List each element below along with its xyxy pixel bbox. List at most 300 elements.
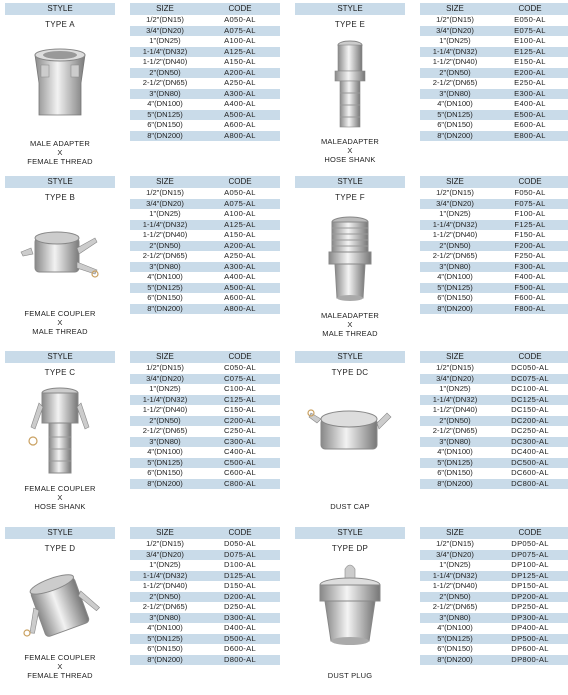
table-row [420,57,568,68]
code-cell: A075-AL [224,25,256,35]
table-row [130,57,280,68]
size-cell: 1-1/2"(DN40) [432,57,478,66]
size-cell: 1"(DN25) [149,560,181,569]
table-row [420,479,568,490]
code-cell: D125-AL [223,570,257,580]
code-cell: A075-AL [224,198,256,208]
description-line: DUST PLUG [327,671,373,680]
product-block [5,176,285,344]
code-cell: F250-AL [514,251,546,260]
table-row [130,188,280,199]
size-cell: 1-1/2"(DN40) [432,405,478,414]
size-cell: 3"(DN80) [439,88,471,98]
product-block [295,351,568,519]
code-cell: DC200-AL [511,415,549,425]
description-line: MALE THREAD [32,327,88,336]
size-cell: 3/4"(DN20) [436,198,474,208]
table-row [420,89,568,100]
table-body [420,188,568,314]
size-cell: 8"(DN200) [147,130,183,140]
code-cell: DC250-AL [511,426,549,435]
code-cell: C600-AL [223,468,257,477]
size-cell: 5"(DN125) [147,109,183,119]
size-cell: 2"(DN50) [149,240,181,250]
table-header [420,176,568,188]
style-column [295,176,405,344]
table-body [130,188,280,314]
table-header [420,527,568,539]
code-cell: C250-AL [223,426,257,435]
size-cell: 2"(DN50) [439,591,471,601]
size-cell: 3"(DN80) [149,261,181,271]
code-cell: F400-AL [514,272,546,281]
code-cell: A600-AL [224,120,256,129]
size-cell: 1/2"(DN15) [436,188,474,197]
table-row [420,644,568,655]
code-cell: A300-AL [224,88,256,98]
size-cell: 1/2"(DN15) [436,15,474,24]
table-header [130,3,280,15]
product-block [5,3,285,171]
size-cell: 2"(DN50) [149,415,181,425]
table-body [130,15,280,141]
size-cell: 1-1/4"(DN32) [432,570,478,580]
table-row [130,272,280,283]
table-row [420,655,568,666]
size-cell: 5"(DN125) [147,282,183,292]
table-row [420,623,568,634]
code-cell: D300-AL [223,612,257,622]
table-row [420,374,568,385]
table-row [130,262,280,273]
table-row [130,458,280,469]
table-row [130,602,280,613]
threaded-adapter-icon [307,208,393,304]
code-header: CODE [228,352,252,361]
size-cell: 6"(DN150) [147,120,183,129]
code-cell: C400-AL [223,447,257,456]
size-cell: 4"(DN100) [147,99,183,108]
size-cell: 5"(DN125) [437,282,473,292]
table-row [420,293,568,304]
size-cell: 1"(DN25) [439,560,471,569]
size-cell: 6"(DN150) [437,644,473,653]
size-cell: 3"(DN80) [149,436,181,446]
code-cell: D400-AL [223,623,257,632]
code-cell: A125-AL [224,46,256,56]
code-cell: A050-AL [224,188,256,197]
size-cell: 2"(DN50) [439,415,471,425]
table-row [420,220,568,231]
table-row [130,36,280,47]
size-cell: 8"(DN200) [147,303,183,313]
size-cell: 4"(DN100) [437,447,473,456]
table-row [420,230,568,241]
code-cell: DC050-AL [511,363,549,372]
size-cell: 1/2"(DN15) [436,539,474,548]
code-header: CODE [518,352,542,361]
product-description [295,502,405,511]
table-row [420,395,568,406]
size-cell: 2-1/2"(DN65) [142,251,188,260]
description-line: DUST CAP [330,502,370,511]
table-row [420,426,568,437]
type-label: TYPE B [44,193,76,202]
code-cell: E600-AL [514,120,546,129]
code-cell: D250-AL [223,602,257,611]
table-row [130,539,280,550]
size-cell: 6"(DN150) [437,468,473,477]
table-row [420,581,568,592]
size-cell: 1-1/2"(DN40) [142,230,188,239]
size-cell: 5"(DN125) [147,633,183,643]
code-cell: DP150-AL [511,581,549,590]
code-cell: D050-AL [223,539,257,548]
description-line: FEMALE COUPLER [24,309,96,318]
code-cell: DC600-AL [511,468,549,477]
code-cell: DP200-AL [511,591,549,601]
product-block [295,3,568,171]
table-row [130,304,280,315]
size-cell: 2"(DN50) [439,240,471,250]
table-row [130,655,280,666]
code-cell: D600-AL [223,644,257,653]
table-row [130,405,280,416]
size-header: SIZE [156,4,174,13]
size-cell: 3/4"(DN20) [146,25,184,35]
code-cell: DC800-AL [511,478,549,488]
size-cell: 2-1/2"(DN65) [142,602,188,611]
code-cell: F200-AL [514,240,546,250]
style-column [295,351,405,519]
code-cell: A150-AL [224,57,256,66]
table-row [420,592,568,603]
code-cell: E800-AL [514,130,546,140]
table-row [420,613,568,624]
code-cell: DP100-AL [511,560,549,569]
code-header: CODE [228,177,252,186]
code-cell: A125-AL [224,219,256,229]
size-cell: 1"(DN25) [439,36,471,45]
size-cell: 2-1/2"(DN65) [142,78,188,87]
size-cell: 1/2"(DN15) [146,15,184,24]
code-cell: A100-AL [224,36,256,45]
size-cell: 1/2"(DN15) [146,539,184,548]
size-cell: 1-1/4"(DN32) [432,46,478,56]
table-row [420,15,568,26]
table-header [130,351,280,363]
size-cell: 1-1/4"(DN32) [142,394,188,404]
code-cell: A250-AL [224,78,256,87]
table-row [130,395,280,406]
code-cell: A800-AL [224,130,256,140]
table-row [130,560,280,571]
code-cell: A800-AL [224,303,256,313]
style-header: STYLE [295,3,405,15]
code-cell: E250-AL [514,78,546,87]
size-cell: 6"(DN150) [147,293,183,302]
description-line: MALE THREAD [322,329,378,338]
code-cell: E500-AL [514,109,546,119]
size-cell: 1"(DN25) [149,384,181,393]
code-cell: A500-AL [224,109,256,119]
code-cell: D150-AL [223,581,257,590]
style-header: STYLE [5,3,115,15]
table-row [130,209,280,220]
code-cell: F100-AL [514,209,546,218]
size-cell: 1"(DN25) [439,384,471,393]
product-block [5,527,285,695]
style-header: STYLE [5,176,115,188]
table-row [130,468,280,479]
size-cell: 8"(DN200) [437,654,473,664]
product-description [295,671,405,680]
code-cell: DC075-AL [511,373,549,383]
table-row [130,230,280,241]
table-row [420,416,568,427]
size-cell: 2-1/2"(DN65) [432,426,478,435]
type-label: TYPE DC [331,368,369,377]
dust-plug-icon [307,559,393,655]
style-header: STYLE [5,351,115,363]
code-cell: DP600-AL [511,644,549,653]
table-row [420,560,568,571]
size-cell: 4"(DN100) [147,447,183,456]
size-cell: 3"(DN80) [439,612,471,622]
code-cell: E075-AL [514,25,546,35]
size-cell: 6"(DN150) [147,468,183,477]
table-row [130,437,280,448]
table-row [420,241,568,252]
size-cell: 3"(DN80) [439,436,471,446]
code-cell: C050-AL [223,363,257,372]
description-line: FEMALE THREAD [27,671,93,680]
table-body [420,15,568,141]
code-cell: DP300-AL [511,612,549,622]
size-cell: 5"(DN125) [437,109,473,119]
code-cell: C200-AL [223,415,257,425]
table-row [420,283,568,294]
size-cell: 4"(DN100) [437,272,473,281]
code-cell: DP500-AL [511,633,549,643]
code-cell: C800-AL [223,478,257,488]
table-row [130,634,280,645]
style-column [295,3,405,171]
table-row [420,468,568,479]
code-cell: DP250-AL [511,602,549,611]
code-cell: DP400-AL [511,623,549,632]
table-row [130,47,280,58]
table-row [130,15,280,26]
code-cell: A600-AL [224,293,256,302]
code-cell: C125-AL [223,394,257,404]
size-cell: 1-1/4"(DN32) [142,219,188,229]
size-cell: 4"(DN100) [437,99,473,108]
code-cell: F300-AL [514,261,546,271]
table-row [420,47,568,58]
table-row [130,447,280,458]
table-row [420,99,568,110]
code-cell: F075-AL [514,198,546,208]
table-row [420,634,568,645]
code-header: CODE [518,4,542,13]
hose-shank-adapter-icon [307,35,393,131]
code-cell: F150-AL [514,230,546,239]
size-cell: 1/2"(DN15) [436,363,474,372]
code-cell: E200-AL [514,67,546,77]
table-header [420,351,568,363]
size-cell: 6"(DN150) [437,293,473,302]
table-row [130,110,280,121]
table-row [420,363,568,374]
code-cell: F500-AL [514,282,546,292]
table-row [130,293,280,304]
description-line: HOSE SHANK [324,155,376,164]
size-cell: 5"(DN125) [437,457,473,467]
size-code-table [420,3,568,141]
code-header: CODE [518,177,542,186]
table-row [420,68,568,79]
table-row [130,374,280,385]
table-row [420,36,568,47]
table-row [130,623,280,634]
size-header: SIZE [446,528,464,537]
product-block [295,176,568,344]
code-cell: A500-AL [224,282,256,292]
size-cell: 1/2"(DN15) [146,188,184,197]
size-code-table [130,527,280,665]
code-cell: DC500-AL [511,457,549,467]
code-cell: E050-AL [514,15,546,24]
code-cell: DP050-AL [511,539,549,548]
code-cell: DP800-AL [511,654,549,664]
type-label: TYPE A [45,20,75,29]
code-header: CODE [518,528,542,537]
product-block [295,527,568,695]
product-description [5,309,115,336]
code-cell: A150-AL [224,230,256,239]
code-cell: C500-AL [223,457,257,467]
table-row [130,26,280,37]
table-row [420,110,568,121]
type-label: TYPE C [44,368,76,377]
code-cell: C075-AL [223,373,257,383]
size-cell: 8"(DN200) [437,130,473,140]
size-cell: 1"(DN25) [149,36,181,45]
size-header: SIZE [446,4,464,13]
description-line: X [347,320,353,329]
table-row [130,644,280,655]
style-column [5,351,115,519]
table-row [130,99,280,110]
table-header [130,176,280,188]
table-row [130,571,280,582]
description-line: HOSE SHANK [34,502,86,511]
size-cell: 2"(DN50) [149,67,181,77]
size-cell: 2-1/2"(DN65) [142,426,188,435]
table-row [420,304,568,315]
table-body [420,363,568,489]
size-code-table [130,3,280,141]
table-row [420,405,568,416]
code-cell: A300-AL [224,261,256,271]
size-cell: 2-1/2"(DN65) [432,78,478,87]
table-header [130,527,280,539]
female-coupler-icon [17,208,103,304]
size-header: SIZE [446,177,464,186]
description-line: X [57,493,63,502]
code-cell: F800-AL [514,303,546,313]
code-cell: DC100-AL [511,384,549,393]
code-cell: DP075-AL [511,549,549,559]
table-row [420,120,568,131]
table-row [130,613,280,624]
size-cell: 1-1/2"(DN40) [432,581,478,590]
table-row [420,251,568,262]
size-cell: 2"(DN50) [439,67,471,77]
type-label: TYPE D [44,544,76,553]
table-row [130,384,280,395]
code-header: CODE [228,528,252,537]
code-cell: A400-AL [224,272,256,281]
product-description [5,139,115,166]
table-row [130,479,280,490]
code-cell: C100-AL [223,384,257,393]
product-description [295,311,405,338]
code-cell: E125-AL [514,46,546,56]
size-cell: 2-1/2"(DN65) [432,251,478,260]
description-line: MALEADAPTER [320,137,380,146]
table-row [420,209,568,220]
size-cell: 2-1/2"(DN65) [432,602,478,611]
description-line: FEMALE THREAD [27,157,93,166]
table-row [420,602,568,613]
table-row [130,426,280,437]
table-row [130,592,280,603]
size-cell: 5"(DN125) [147,457,183,467]
table-row [420,571,568,582]
code-cell: D500-AL [223,633,257,643]
type-label: TYPE E [334,20,366,29]
table-row [420,26,568,37]
size-cell: 3/4"(DN20) [146,373,184,383]
coupler-female-thread-icon [17,559,103,655]
size-header: SIZE [156,177,174,186]
table-row [420,188,568,199]
table-body [130,363,280,489]
code-cell: A100-AL [224,209,256,218]
table-row [130,363,280,374]
size-cell: 4"(DN100) [147,272,183,281]
table-row [420,437,568,448]
size-code-table [130,351,280,489]
code-cell: E400-AL [514,99,546,108]
size-cell: 8"(DN200) [147,478,183,488]
table-row [130,550,280,561]
male-adapter-icon [17,35,103,131]
code-cell: E100-AL [514,36,546,45]
size-cell: 6"(DN150) [147,644,183,653]
size-cell: 1-1/2"(DN40) [142,57,188,66]
dust-cap-icon [307,383,393,479]
product-description [5,484,115,511]
size-cell: 3/4"(DN20) [436,549,474,559]
code-cell: DC125-AL [511,394,549,404]
product-description [5,653,115,680]
table-row [420,539,568,550]
size-cell: 5"(DN125) [437,633,473,643]
table-row [130,68,280,79]
